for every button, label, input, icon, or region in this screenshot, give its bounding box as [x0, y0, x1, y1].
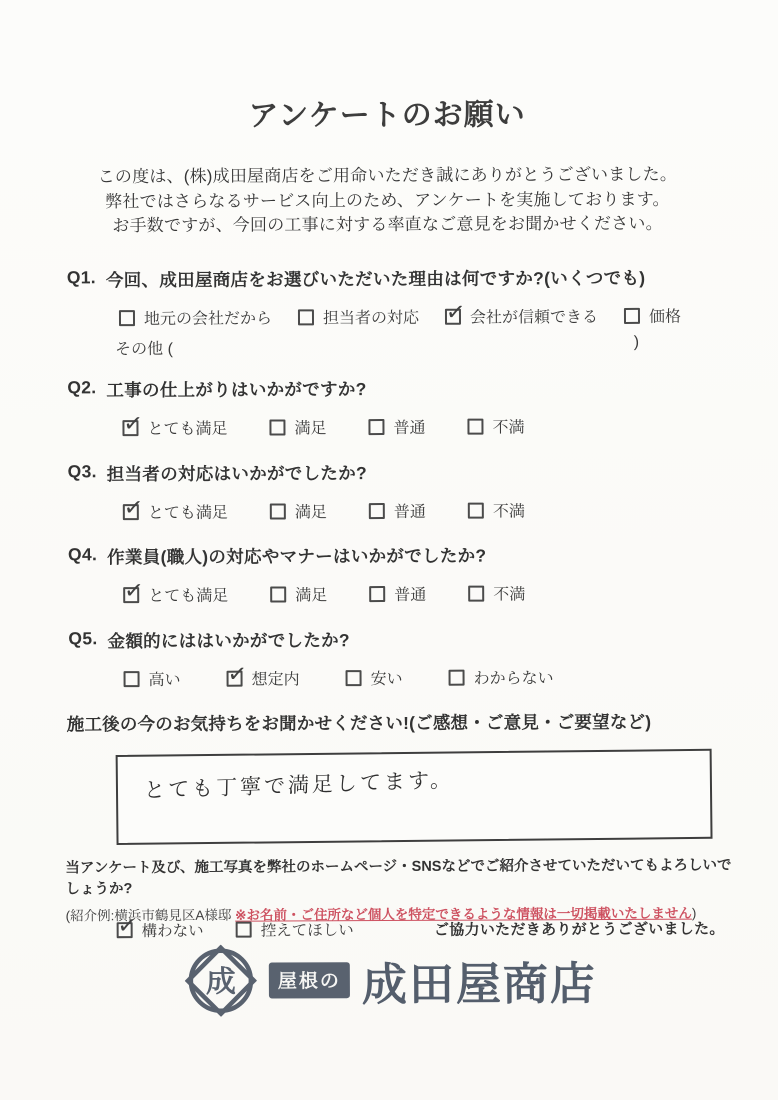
checkbox-satisfied[interactable] [270, 503, 286, 519]
checkbox-satisfied[interactable] [270, 586, 286, 602]
option-label: 安い [370, 670, 403, 689]
option-expensive [124, 667, 181, 690]
option-label: 普通 [393, 419, 426, 437]
company-crest-icon [185, 945, 257, 1017]
intro-paragraph [0, 162, 777, 239]
checkbox-dissatisfied[interactable] [468, 502, 484, 518]
option-dissatisfied [468, 498, 525, 521]
question-1-text: 今回、成田屋商店をお選びいただいた理由は何ですか?(いくつでも) [105, 267, 646, 291]
checkbox-consent-refrain[interactable] [236, 922, 252, 938]
option-dissatisfied [468, 581, 525, 604]
option-consent-refrain [236, 918, 354, 941]
comment-prompt: 施工後の今のお気持ちをお聞かせください!(ご感想・ご意見・ご要望など) [66, 711, 652, 735]
intro-line-2: 弊社ではさらなるサービス向上のため、アンケートを実施しております。 [105, 189, 670, 211]
question-2-heading [67, 375, 727, 403]
option-cheap [346, 666, 403, 689]
checkbox-expensive[interactable] [124, 671, 140, 687]
option-price [624, 304, 681, 327]
question-4-heading [68, 542, 728, 570]
question-5 [68, 626, 728, 691]
publish-example-prefix: (紹介例:横浜市鶴見区A様邸 [65, 907, 236, 924]
question-1 [67, 265, 727, 360]
question-1-other-row [67, 334, 727, 360]
question-5-number: Q5. [68, 628, 98, 649]
option-neutral [369, 499, 426, 522]
checkbox-very-satisfied[interactable] [123, 587, 139, 603]
checkbox-rep-response[interactable] [298, 309, 314, 325]
option-label: 構わない [141, 922, 204, 941]
option-label: 会社が信頼できる [469, 309, 599, 327]
comment-write-in-box[interactable] [116, 749, 713, 845]
option-rep-response [298, 305, 419, 329]
option-label: 普通 [393, 503, 426, 521]
checkbox-as-expected[interactable] [227, 670, 243, 686]
question-3 [68, 459, 728, 524]
option-neutral [369, 582, 426, 605]
option-unsure [449, 665, 554, 688]
question-1-heading [67, 265, 727, 293]
question-4 [68, 542, 728, 607]
option-label: 控えてほしい [260, 922, 354, 940]
checkbox-consent-ok[interactable] [117, 922, 133, 938]
checkbox-very-satisfied[interactable] [123, 504, 139, 520]
option-very-satisfied [123, 583, 228, 606]
publish-consent-options [117, 917, 725, 942]
intro-line-3: お手数ですが、今回の工事に対する率直なご意見をお聞かせください。 [112, 213, 663, 236]
question-2 [67, 375, 727, 440]
logo-tagline: 屋根の [269, 962, 350, 998]
checkbox-trustworthy-company[interactable] [445, 308, 461, 324]
option-label: 普通 [394, 586, 427, 604]
company-logo [2, 942, 778, 1017]
checkbox-satisfied[interactable] [269, 419, 285, 435]
question-3-text: 担当者の対応はいかがでしたか? [106, 463, 368, 485]
option-label: 担当者の対応 [322, 309, 420, 328]
other-write-in-prefix[interactable]: その他 ( [115, 340, 173, 359]
privacy-notice: ※お名前・ご住所など個人を特定できるような情報は一切掲載いたしません [235, 905, 692, 923]
question-4-text: 作業員(職人)の対応やマナーはいかがでしたか? [107, 545, 487, 568]
option-consent-ok [117, 919, 204, 941]
checkbox-cheap[interactable] [346, 670, 362, 686]
option-label: 不満 [492, 419, 525, 437]
company-name: 成田屋商店 [361, 956, 598, 1011]
question-3-options [68, 498, 728, 524]
other-write-in-suffix: ) [633, 333, 640, 351]
option-local-company [119, 306, 272, 330]
publish-consent-section [65, 853, 739, 924]
option-as-expected [227, 666, 300, 689]
checkbox-neutral[interactable] [369, 503, 385, 519]
checkbox-dissatisfied[interactable] [467, 418, 483, 434]
option-label: とても満足 [147, 504, 228, 523]
option-label: 高い [148, 671, 181, 690]
question-3-heading [68, 459, 728, 487]
option-label: 満足 [294, 504, 327, 522]
option-satisfied [270, 499, 327, 522]
option-label: 価格 [648, 308, 682, 326]
question-1-number: Q1. [66, 267, 96, 288]
question-3-number: Q3. [67, 461, 97, 482]
option-label: 不満 [492, 503, 525, 521]
question-4-options [68, 581, 728, 607]
question-5-heading [68, 626, 728, 654]
option-label: とても満足 [148, 587, 229, 606]
publish-example-suffix: ) [691, 905, 697, 921]
checkbox-price[interactable] [624, 307, 640, 323]
question-2-options [67, 414, 727, 440]
checkbox-dissatisfied[interactable] [468, 585, 484, 601]
option-very-satisfied [123, 500, 228, 523]
checkbox-local-company[interactable] [119, 310, 135, 326]
option-satisfied [269, 415, 326, 438]
checkbox-unsure[interactable] [449, 669, 465, 685]
svg-text:成: 成 [205, 964, 236, 1000]
handwritten-comment: とても丁寧で満足してます。 [143, 767, 455, 803]
question-4-number: Q4. [67, 544, 98, 565]
thanks-message: ご協力いただきありがとうございました。 [433, 920, 725, 939]
option-label: 不満 [493, 586, 526, 604]
option-trustworthy-company [445, 304, 598, 328]
option-label: 満足 [295, 587, 328, 605]
option-label: とても満足 [147, 420, 228, 439]
option-neutral [368, 415, 425, 438]
option-dissatisfied [467, 414, 524, 437]
checkbox-very-satisfied[interactable] [122, 420, 138, 436]
option-very-satisfied [122, 416, 227, 439]
question-2-text: 工事の仕上がりはいかがですか? [106, 379, 367, 401]
checkbox-neutral[interactable] [369, 586, 385, 602]
option-label: 満足 [294, 420, 327, 438]
checkbox-neutral[interactable] [368, 419, 384, 435]
question-1-options [67, 304, 727, 330]
question-2-number: Q2. [67, 377, 97, 398]
option-label: 想定内 [251, 671, 300, 689]
option-label: わからない [473, 670, 554, 688]
option-satisfied [270, 582, 327, 605]
publish-question: 当アンケート及び、施工写真を弊社のホームページ・SNSなどでご紹介させていただいてもよろしいでしょうか? [65, 857, 732, 898]
page-title: アンケートのお願い [248, 98, 526, 133]
option-label: 地元の会社だから [143, 310, 273, 329]
intro-line-1: この度は、(株)成田屋商店をご用命いただき誠にありがとうございました。 [97, 164, 678, 187]
question-5-options [69, 665, 729, 691]
question-5-text: 金額的にははいかがでしたか? [107, 630, 350, 652]
